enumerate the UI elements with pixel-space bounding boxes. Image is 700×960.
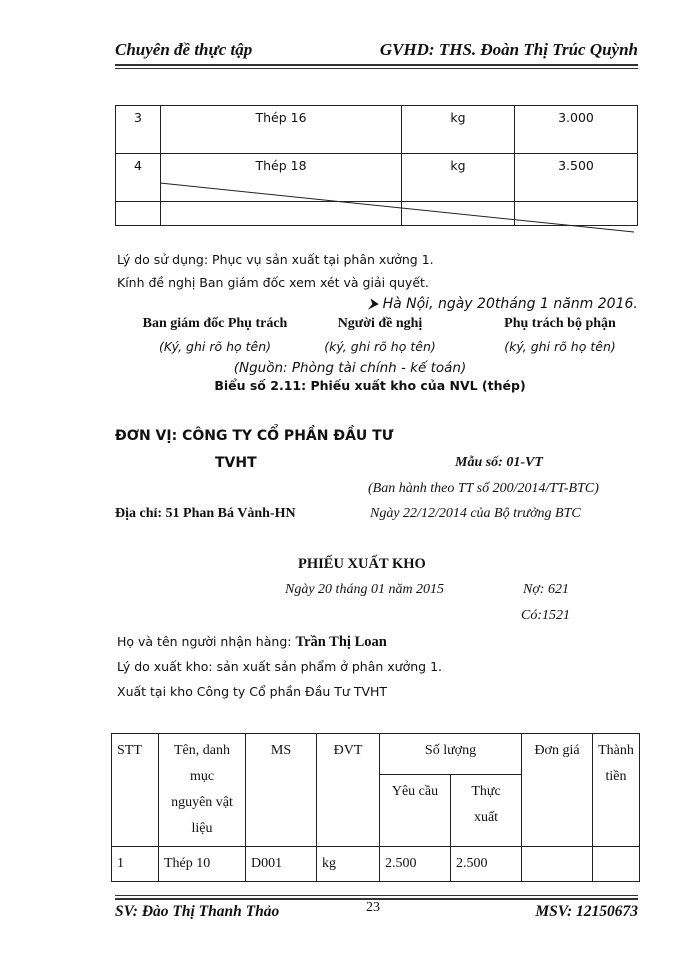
header-name-line: nguyên vật (171, 795, 233, 810)
arrow-icon: ⮞ (368, 296, 379, 312)
address: Địa chỉ: 51 Phan Bá Vành-HN (115, 506, 296, 521)
slip-title: PHIẾU XUẤT KHO (298, 556, 426, 572)
cell-stt: 1 (112, 847, 159, 882)
cell-amount (593, 847, 640, 882)
header-right: GVHD: THS. Đoàn Thị Trúc Quỳnh (379, 40, 638, 59)
cell-ms: D001 (246, 847, 317, 882)
issued-date: Ngày 22/12/2014 của Bộ trưởng BTC (370, 506, 581, 521)
figure-caption: Biểu số 2.11: Phiếu xuất kho của NVL (thép) (214, 378, 526, 393)
date-line: Hà Nội, ngày 20tháng 1 nănm 2016. (382, 296, 638, 312)
request-line: Kính đề nghị Ban giám đốc xem xét và giải quyết. (117, 275, 429, 290)
header-ms: MS (246, 734, 317, 847)
date-line-wrap (368, 296, 638, 312)
cell-actual: 2.500 (451, 847, 522, 882)
header-left: Chuyên đề thực tập (115, 40, 253, 59)
cell-price (522, 847, 593, 882)
table-row (112, 847, 640, 882)
stt-cell: 4 (116, 154, 161, 202)
stt-cell: 3 (116, 106, 161, 154)
credit-account: Có:1521 (521, 608, 570, 623)
header-price: Đơn giá (522, 734, 593, 847)
signature-title-dept: Phụ trách bộ phận (504, 316, 616, 331)
receiver-name: Trần Thị Loan (295, 634, 387, 650)
export-reason: Lý do xuất kho: sản xuất sản phẩm ở phân xưởng 1. (117, 659, 443, 674)
signature-title-director: Ban giám đốc Phụ trách (142, 316, 288, 331)
name-cell: Thép 18 (161, 154, 402, 202)
name-cell: Thép 16 (161, 106, 402, 154)
header-actual-line: xuất (473, 810, 499, 826)
footer-student-id: MSV: 12150673 (535, 903, 638, 920)
header-amount (593, 734, 640, 847)
receiver-label: Họ và tên người nhận hàng: (117, 634, 292, 649)
usage-reason: Lý do sử dụng: Phục vụ sản xuất tại phân xưởng 1. (117, 252, 434, 267)
unit-cell: kg (402, 154, 515, 202)
signature-note-dept: (ký, ghi rõ họ tên) (504, 339, 616, 354)
footer-rule-thin (115, 895, 638, 896)
source-note: (Nguồn: Phòng tài chính - kế toán) (233, 360, 467, 376)
qty-cell: 3.500 (515, 154, 638, 202)
signature-title-requester: Người đề nghị (337, 316, 423, 331)
header-name-line: mục (189, 769, 215, 784)
debit-account: Nợ: 621 (523, 582, 569, 597)
unit-cell: kg (402, 106, 515, 154)
table-header-row (112, 734, 640, 775)
page-number: 23 (366, 900, 380, 915)
signature-note-director: (Ký, ghi rõ họ tên) (158, 339, 272, 354)
issued-by: (Ban hành theo TT số 200/2014/TT-BTC) (368, 481, 599, 496)
header-name (159, 734, 246, 847)
cell-name: Thép 10 (159, 847, 246, 882)
export-slip-table (111, 733, 640, 882)
header-qty: Số lượng (380, 734, 522, 775)
form-number: Mẫu số: 01-VT (455, 455, 543, 470)
receiver-line (117, 633, 387, 651)
cell-dvt: kg (317, 847, 380, 882)
header-name-line: liệu (191, 821, 213, 836)
warehouse-line: Xuất tại kho Công ty Cổ phần Đầu Tư TVHT (117, 684, 388, 699)
header-dvt: ĐVT (317, 734, 380, 847)
header-actual-line: Thực (471, 784, 501, 800)
header-stt: STT (112, 734, 159, 847)
unit-name: ĐƠN VỊ: CÔNG TY CỔ PHẦN ĐẦU TƯ (115, 428, 394, 444)
header-req: Yêu cầu (380, 775, 451, 847)
footer-student: SV: Đào Thị Thanh Thảo (115, 903, 280, 920)
header-actual (451, 775, 522, 847)
cell-req: 2.500 (380, 847, 451, 882)
unit-name-cont: TVHT (215, 455, 257, 471)
header-name-line: Tên, danh (174, 743, 230, 758)
slip-date: Ngày 20 tháng 01 năm 2015 (285, 582, 445, 597)
header-amount-line: tiền (605, 769, 627, 784)
qty-cell: 3.000 (515, 106, 638, 154)
signature-note-requester: (ký, ghi rõ họ tên) (324, 339, 436, 354)
header-amount-line: Thành (598, 743, 634, 758)
